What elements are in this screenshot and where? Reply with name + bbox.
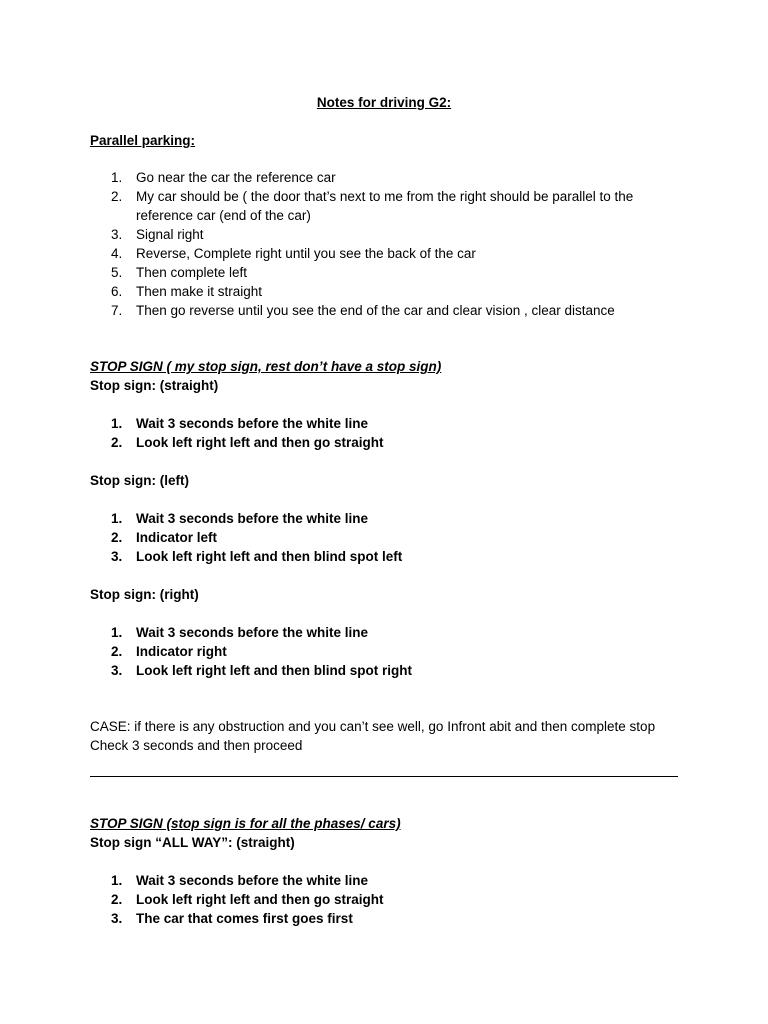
list-item [111, 891, 384, 909]
list-text: Then complete left [136, 265, 248, 280]
list-number: 4. [111, 246, 123, 261]
list-number: 2. [111, 644, 123, 659]
stop-sign-left-label: Stop sign: (left) [90, 473, 189, 488]
list-number: 1. [111, 511, 123, 526]
list-number: 3. [111, 663, 123, 678]
list-text: Then make it straight [136, 284, 263, 299]
list-number: 3. [111, 227, 123, 242]
stop-sign-straight-label: Stop sign: (straight) [90, 378, 219, 393]
list-item [111, 283, 262, 301]
list-item [111, 624, 368, 642]
horizontal-divider [90, 776, 678, 777]
list-number: 1. [111, 873, 123, 888]
list-item-continuation: reference car (end of the car) [136, 208, 311, 223]
list-item [111, 415, 368, 433]
list-text: Wait 3 seconds before the white line [136, 416, 369, 431]
stop-sign-heading: STOP SIGN ( my stop sign, rest don’t have a stop sign) [90, 359, 442, 374]
list-item [111, 264, 247, 282]
case-note-line-1: CASE: if there is any obstruction and you can’t see well, go Infront abit and then complete stop [90, 719, 656, 734]
list-text: Indicator right [136, 644, 227, 659]
list-item [111, 434, 384, 452]
list-text: Wait 3 seconds before the white line [136, 511, 369, 526]
list-text: My car should be ( the door that’s next to me from the right should be parallel to the [136, 189, 634, 204]
list-item [111, 643, 227, 661]
list-text: Wait 3 seconds before the white line [136, 625, 369, 640]
list-number: 1. [111, 625, 123, 640]
list-item [111, 302, 615, 320]
list-item [111, 226, 204, 244]
stop-sign-all-way-heading: STOP SIGN (stop sign is for all the phases/ cars) [90, 816, 401, 831]
list-text: Look left right left and then go straight [136, 892, 384, 907]
list-number: 2. [111, 189, 123, 204]
list-text: Look left right left and then go straight [136, 435, 384, 450]
case-note-line-2: Check 3 seconds and then proceed [90, 738, 303, 753]
list-text: Signal right [136, 227, 204, 242]
list-item [111, 910, 353, 928]
list-text: The car that comes first goes first [136, 911, 353, 926]
list-item [111, 529, 217, 547]
parallel-parking-heading: Parallel parking: [90, 133, 196, 148]
list-number: 2. [111, 530, 123, 545]
list-number: 6. [111, 284, 123, 299]
list-number: 5. [111, 265, 123, 280]
list-number: 1. [111, 416, 123, 431]
list-text: Indicator left [136, 530, 218, 545]
list-number: 2. [111, 435, 123, 450]
stop-sign-all-way-label: Stop sign “ALL WAY”: (straight) [90, 835, 295, 850]
list-number: 3. [111, 549, 123, 564]
list-text: Look left right left and then blind spot left [136, 549, 403, 564]
list-text: Wait 3 seconds before the white line [136, 873, 369, 888]
list-item [111, 510, 368, 528]
list-item [111, 548, 402, 566]
list-text: Look left right left and then blind spot right [136, 663, 412, 678]
list-text: Go near the car the reference car [136, 170, 336, 185]
list-number: 2. [111, 892, 123, 907]
list-number: 7. [111, 303, 123, 318]
list-text: Then go reverse until you see the end of the car and clear vision , clear distance [136, 303, 615, 318]
list-item [111, 662, 412, 680]
stop-sign-right-label: Stop sign: (right) [90, 587, 199, 602]
list-text: Reverse, Complete right until you see the back of the car [136, 246, 476, 261]
list-item [111, 245, 476, 263]
list-item [111, 188, 633, 206]
list-item [111, 872, 368, 890]
list-item [111, 169, 336, 187]
list-number: 3. [111, 911, 123, 926]
list-number: 1. [111, 170, 123, 185]
document-title: Notes for driving G2: [316, 95, 452, 110]
